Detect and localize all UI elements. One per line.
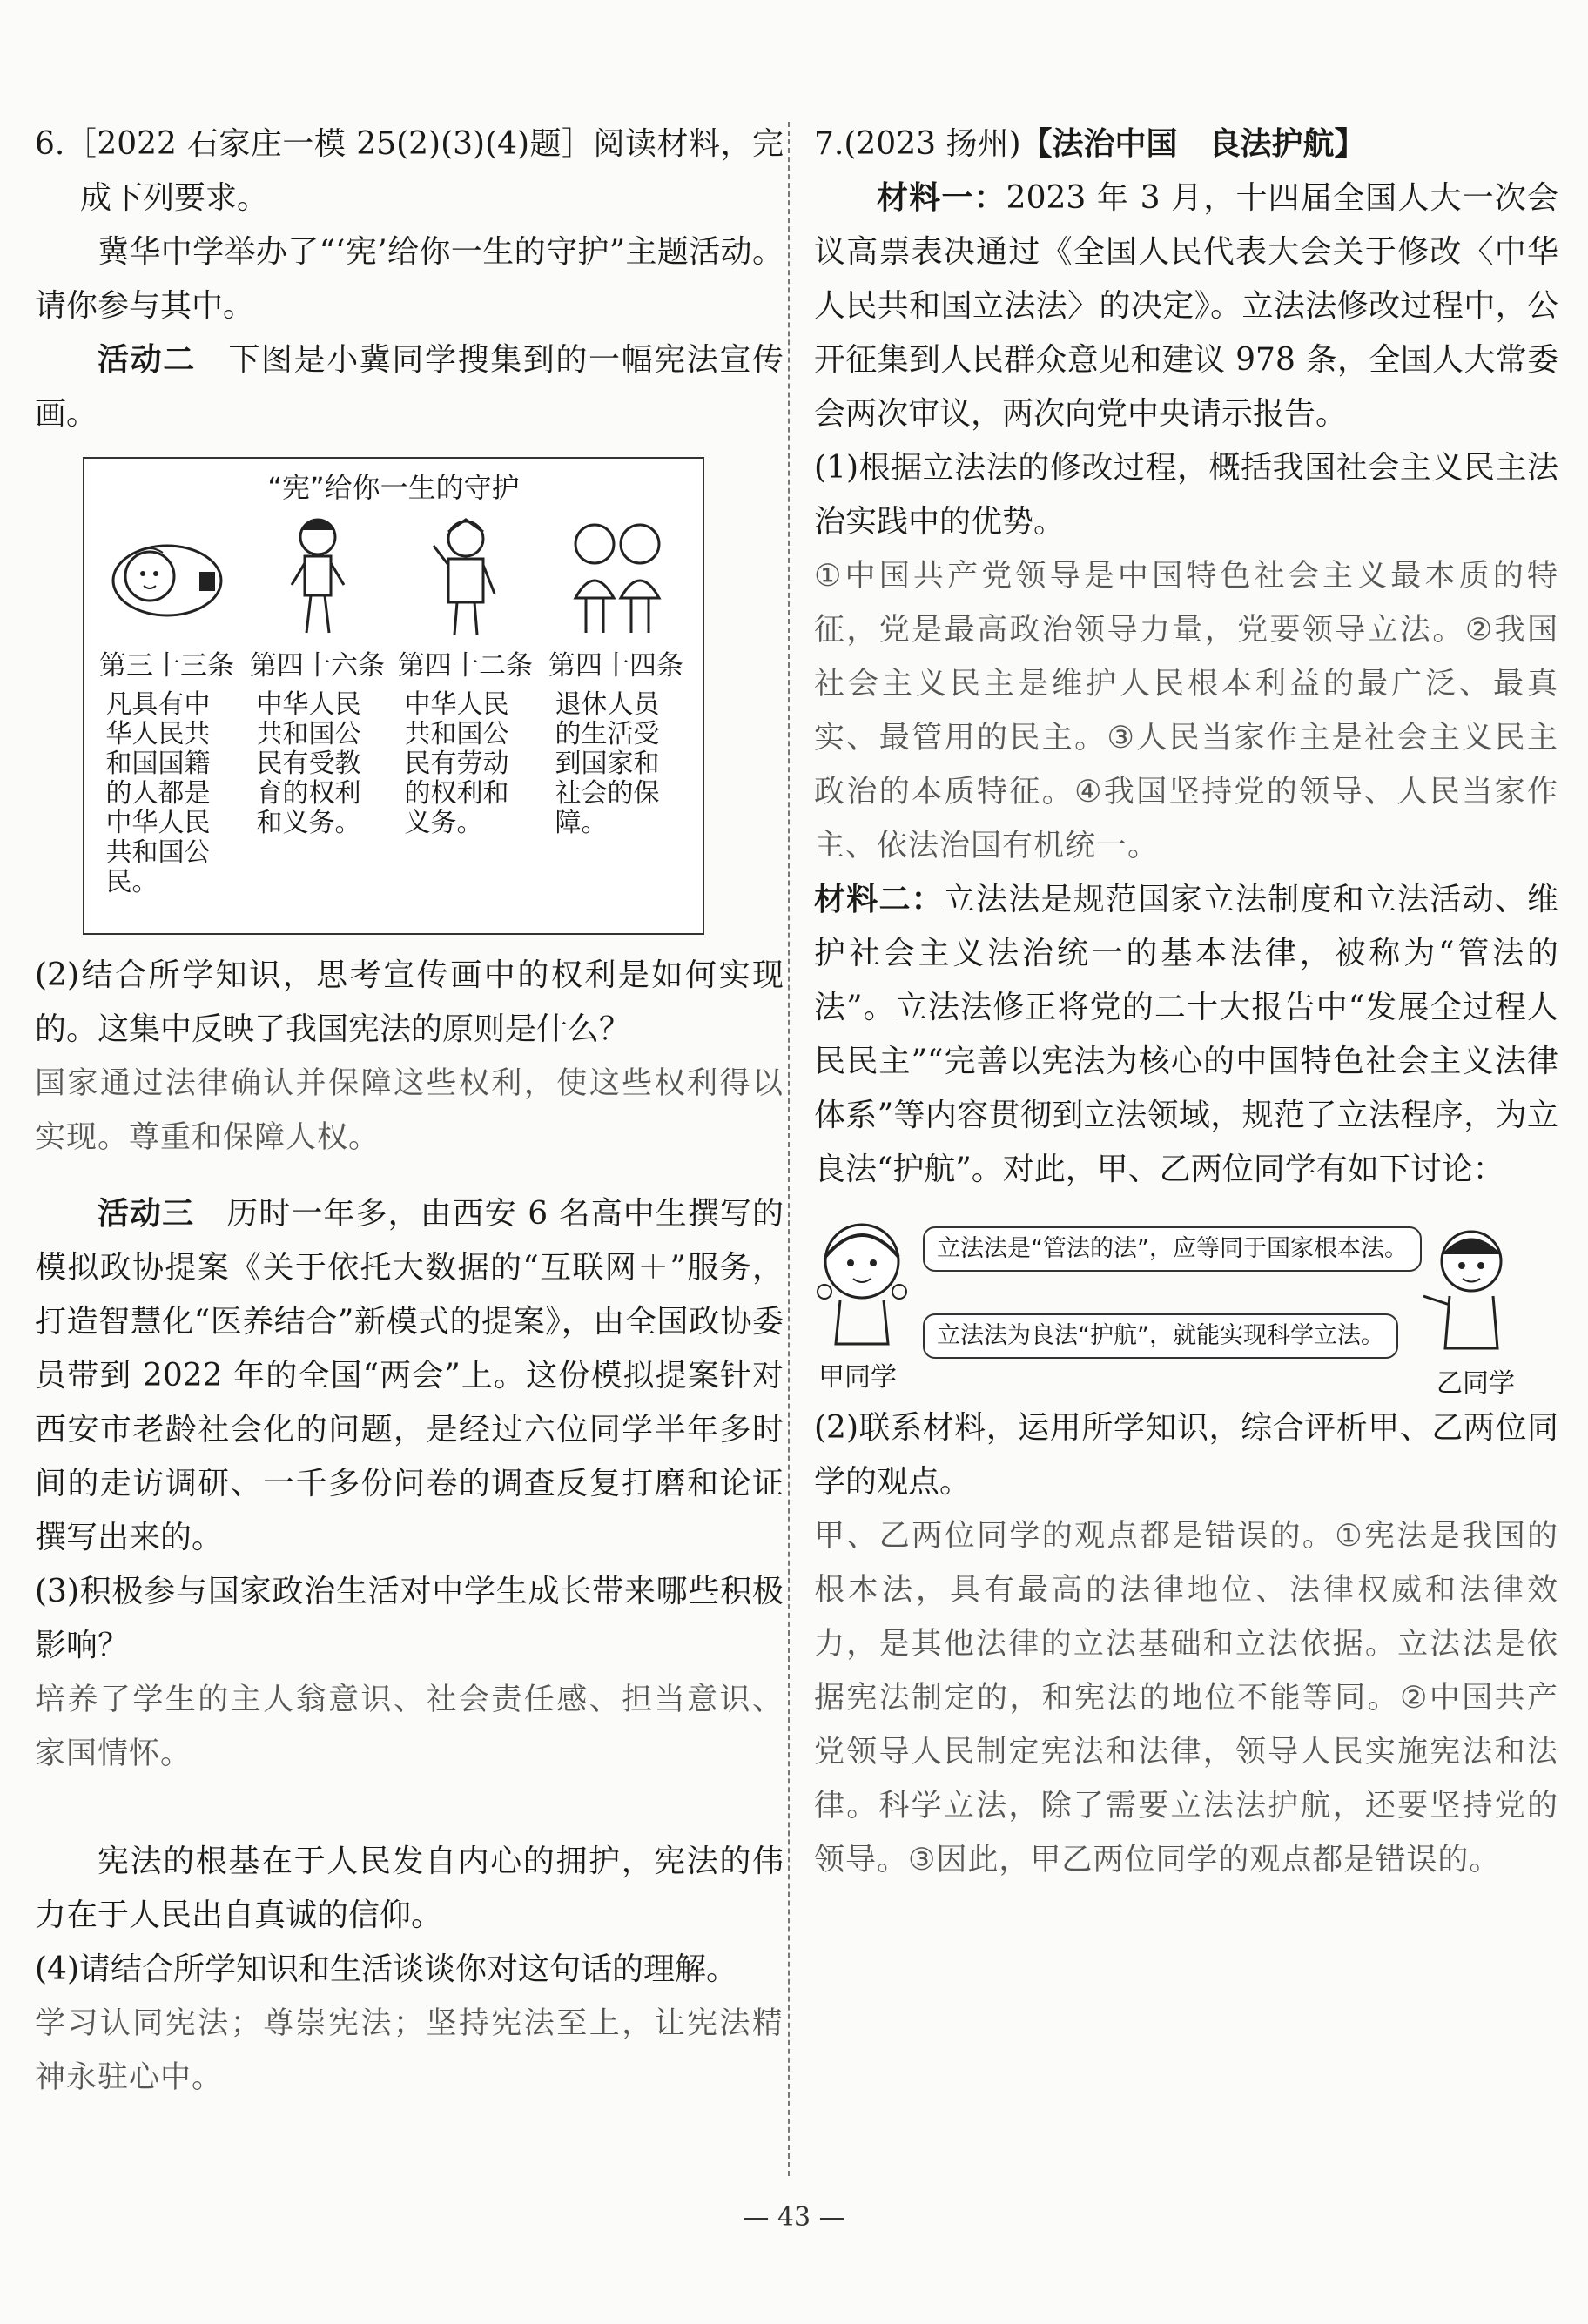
q6-question-2: (2)结合所学知识，思考宣传画中的权利是如何实现的。这集中反映了我国宪法的原则是什么？ xyxy=(35,957,784,1047)
poster-column-1 xyxy=(95,511,239,897)
girl-illustration xyxy=(814,1209,910,1348)
page-number: — 43 — xyxy=(743,2202,845,2233)
q7-material-2 xyxy=(814,873,1558,1197)
speech-bubble-b: 立法法为良法“护航”，就能实现科学立法。 xyxy=(923,1313,1398,1359)
poster-column-4 xyxy=(544,511,688,838)
q7-question-2: (2)联系材料，运用所学知识，综合评析甲、乙两位同学的观点。 xyxy=(814,1410,1558,1500)
poster-article-3-text: 中华人民共和国公民有劳动的权利和义务。 xyxy=(404,689,509,838)
q7-source: 7.(2023 扬州) xyxy=(814,126,1021,162)
poster-article-3-title: 第四十二条 xyxy=(398,650,533,682)
material-2-label: 材料二： xyxy=(814,882,944,917)
q7-title: 【法治中国 良法护航】 xyxy=(1020,126,1366,162)
elderly-couple-illustration xyxy=(551,511,682,641)
q6-answer-2: 国家通过法律确认并保障这些权利，使这些权利得以实现。尊重和保障人权。 xyxy=(35,1066,784,1155)
poster-article-2-text: 中华人民共和国公民有受教育的权利和义务。 xyxy=(256,689,361,838)
poster-article-2-title: 第四十六条 xyxy=(250,650,385,682)
poster-article-1-text: 凡具有中华人民共和国国籍的人都是中华人民共和国公民。 xyxy=(105,689,211,897)
baby-illustration xyxy=(102,511,232,641)
q6-question-3: (3)积极参与国家政治生活对中学生成长带来哪些积极影响？ xyxy=(35,1574,784,1663)
q6-answer-3: 培养了学生的主人翁意识、社会责任感、担当意识、家国情怀。 xyxy=(35,1683,784,1771)
q7-answer-1: ①中国共产党领导是中国特色社会主义最本质的特征，党是最高政治领导力量，党要领导立法。②我国社会主义民主是维护人民根本利益的最广泛、最真实、最管用的民主。③人民当家作主是社会主义民主政治的本质特征。④我国坚持党的领导、人民当家作主、依法治国有机统一。 xyxy=(814,559,1558,863)
student-illustration xyxy=(252,511,383,641)
activity3-text: 历时一年多，由西安 6 名高中生撰写的模拟政协提案《关于依托大数据的“互联网＋”服务，打造智慧化“医养结合”新模式的提案》，由全国政协委员带到 2022 年的全国“两会”上。这份模拟提案针对西安市老龄社会化的问题，是经过六位同学半年多时间的走访调研、一千多份问卷的调查反复打磨和论证撰写出来的。 xyxy=(35,1196,784,1555)
q6-activity2 xyxy=(35,333,784,441)
q6-intro: 冀华中学举办了“‘宪’给你一生的守护”主题活动。请你参与其中。 xyxy=(35,234,784,324)
material-1-label: 材料一： xyxy=(877,180,1006,216)
poster-article-4-text: 退休人员的生活受到国家和社会的保障。 xyxy=(555,689,660,838)
q6-heading: 6.［2022 石家庄一模 25(2)(3)(4)题］阅读材料，完成下列要求。 xyxy=(35,126,784,216)
student-b-label: 乙同学 xyxy=(1437,1368,1515,1399)
q7-question-1: (1)根据立法法的修改过程，概括我国社会主义民主法治实践中的优势。 xyxy=(814,450,1558,540)
q7-material-1 xyxy=(814,171,1558,441)
activity2-text: 下图是小冀同学搜集到的一幅宪法宣传画。 xyxy=(35,342,784,432)
q6-answer-4: 学习认同宪法；尊崇宪法；坚持宪法至上，让宪法精神永驻心中。 xyxy=(35,2006,784,2095)
q7-heading xyxy=(814,118,1558,171)
constitution-quote: 宪法的根基在于人民发自内心的拥护，宪法的伟力在于人民出自真诚的信仰。 xyxy=(35,1844,784,1933)
poster-article-4-title: 第四十四条 xyxy=(548,650,683,682)
activity3-label: 活动三 xyxy=(98,1196,195,1232)
q7-answer-2: 甲、乙两位同学的观点都是错误的。①宪法是我国的根本法，具有最高的法律地位、法律权威和法律效力，是其他法律的立法基础和立法依据。立法法是依据宪法制定的，和宪法的地位不能等同。②中国共产党领导人民制定宪法和法律，领导人民实施宪法和法律。科学立法，除了需要立法法护航，还要坚持党的领导。③因此，甲乙两位同学的观点都是错误的。 xyxy=(814,1519,1558,1877)
activity2-label: 活动二 xyxy=(98,342,196,378)
question-7 xyxy=(814,118,1558,1887)
question-6 xyxy=(35,118,784,2105)
q6-activity3 xyxy=(35,1187,784,1565)
column-divider xyxy=(788,122,790,2176)
material-1-text: 2023 年 3 月，十四届全国人大一次会议高票表决通过《全国人民代表大会关于修改〈中华人民共和国立法法〉的决定》。立法法修改过程中，公开征集到人民群众意见和建议 978 条，全国人大常委会两次审议，两次向党中央请示报告。 xyxy=(814,180,1558,432)
poster-column-2 xyxy=(246,511,389,838)
constitution-poster xyxy=(83,457,704,935)
poster-article-1-title: 第三十三条 xyxy=(99,650,234,682)
speech-bubble-a: 立法法是“管法的法”，应等同于国家根本法。 xyxy=(923,1226,1422,1272)
poster-title: “宪”给你一生的守护 xyxy=(267,471,520,504)
worker-illustration xyxy=(400,511,531,641)
boy-illustration xyxy=(1423,1218,1519,1357)
material-2-text: 立法法是规范国家立法制度和立法活动、维护社会主义法治统一的基本法律，被称为“管法的法”。立法法修正将党的二十大报告中“发展全过程人民民主”“完善以宪法为核心的中国特色社会主义法律体系”等内容贯彻到立法领域，规范了立法程序，为立良法“护航”。对此，甲、乙两位同学有如下讨论： xyxy=(814,882,1558,1187)
discussion-illustration xyxy=(814,1209,1528,1399)
q6-question-4: (4)请结合所学知识和生活谈谈你对这句话的理解。 xyxy=(35,1951,737,1987)
poster-column-3 xyxy=(394,511,537,838)
student-a-label: 甲同学 xyxy=(818,1362,897,1393)
